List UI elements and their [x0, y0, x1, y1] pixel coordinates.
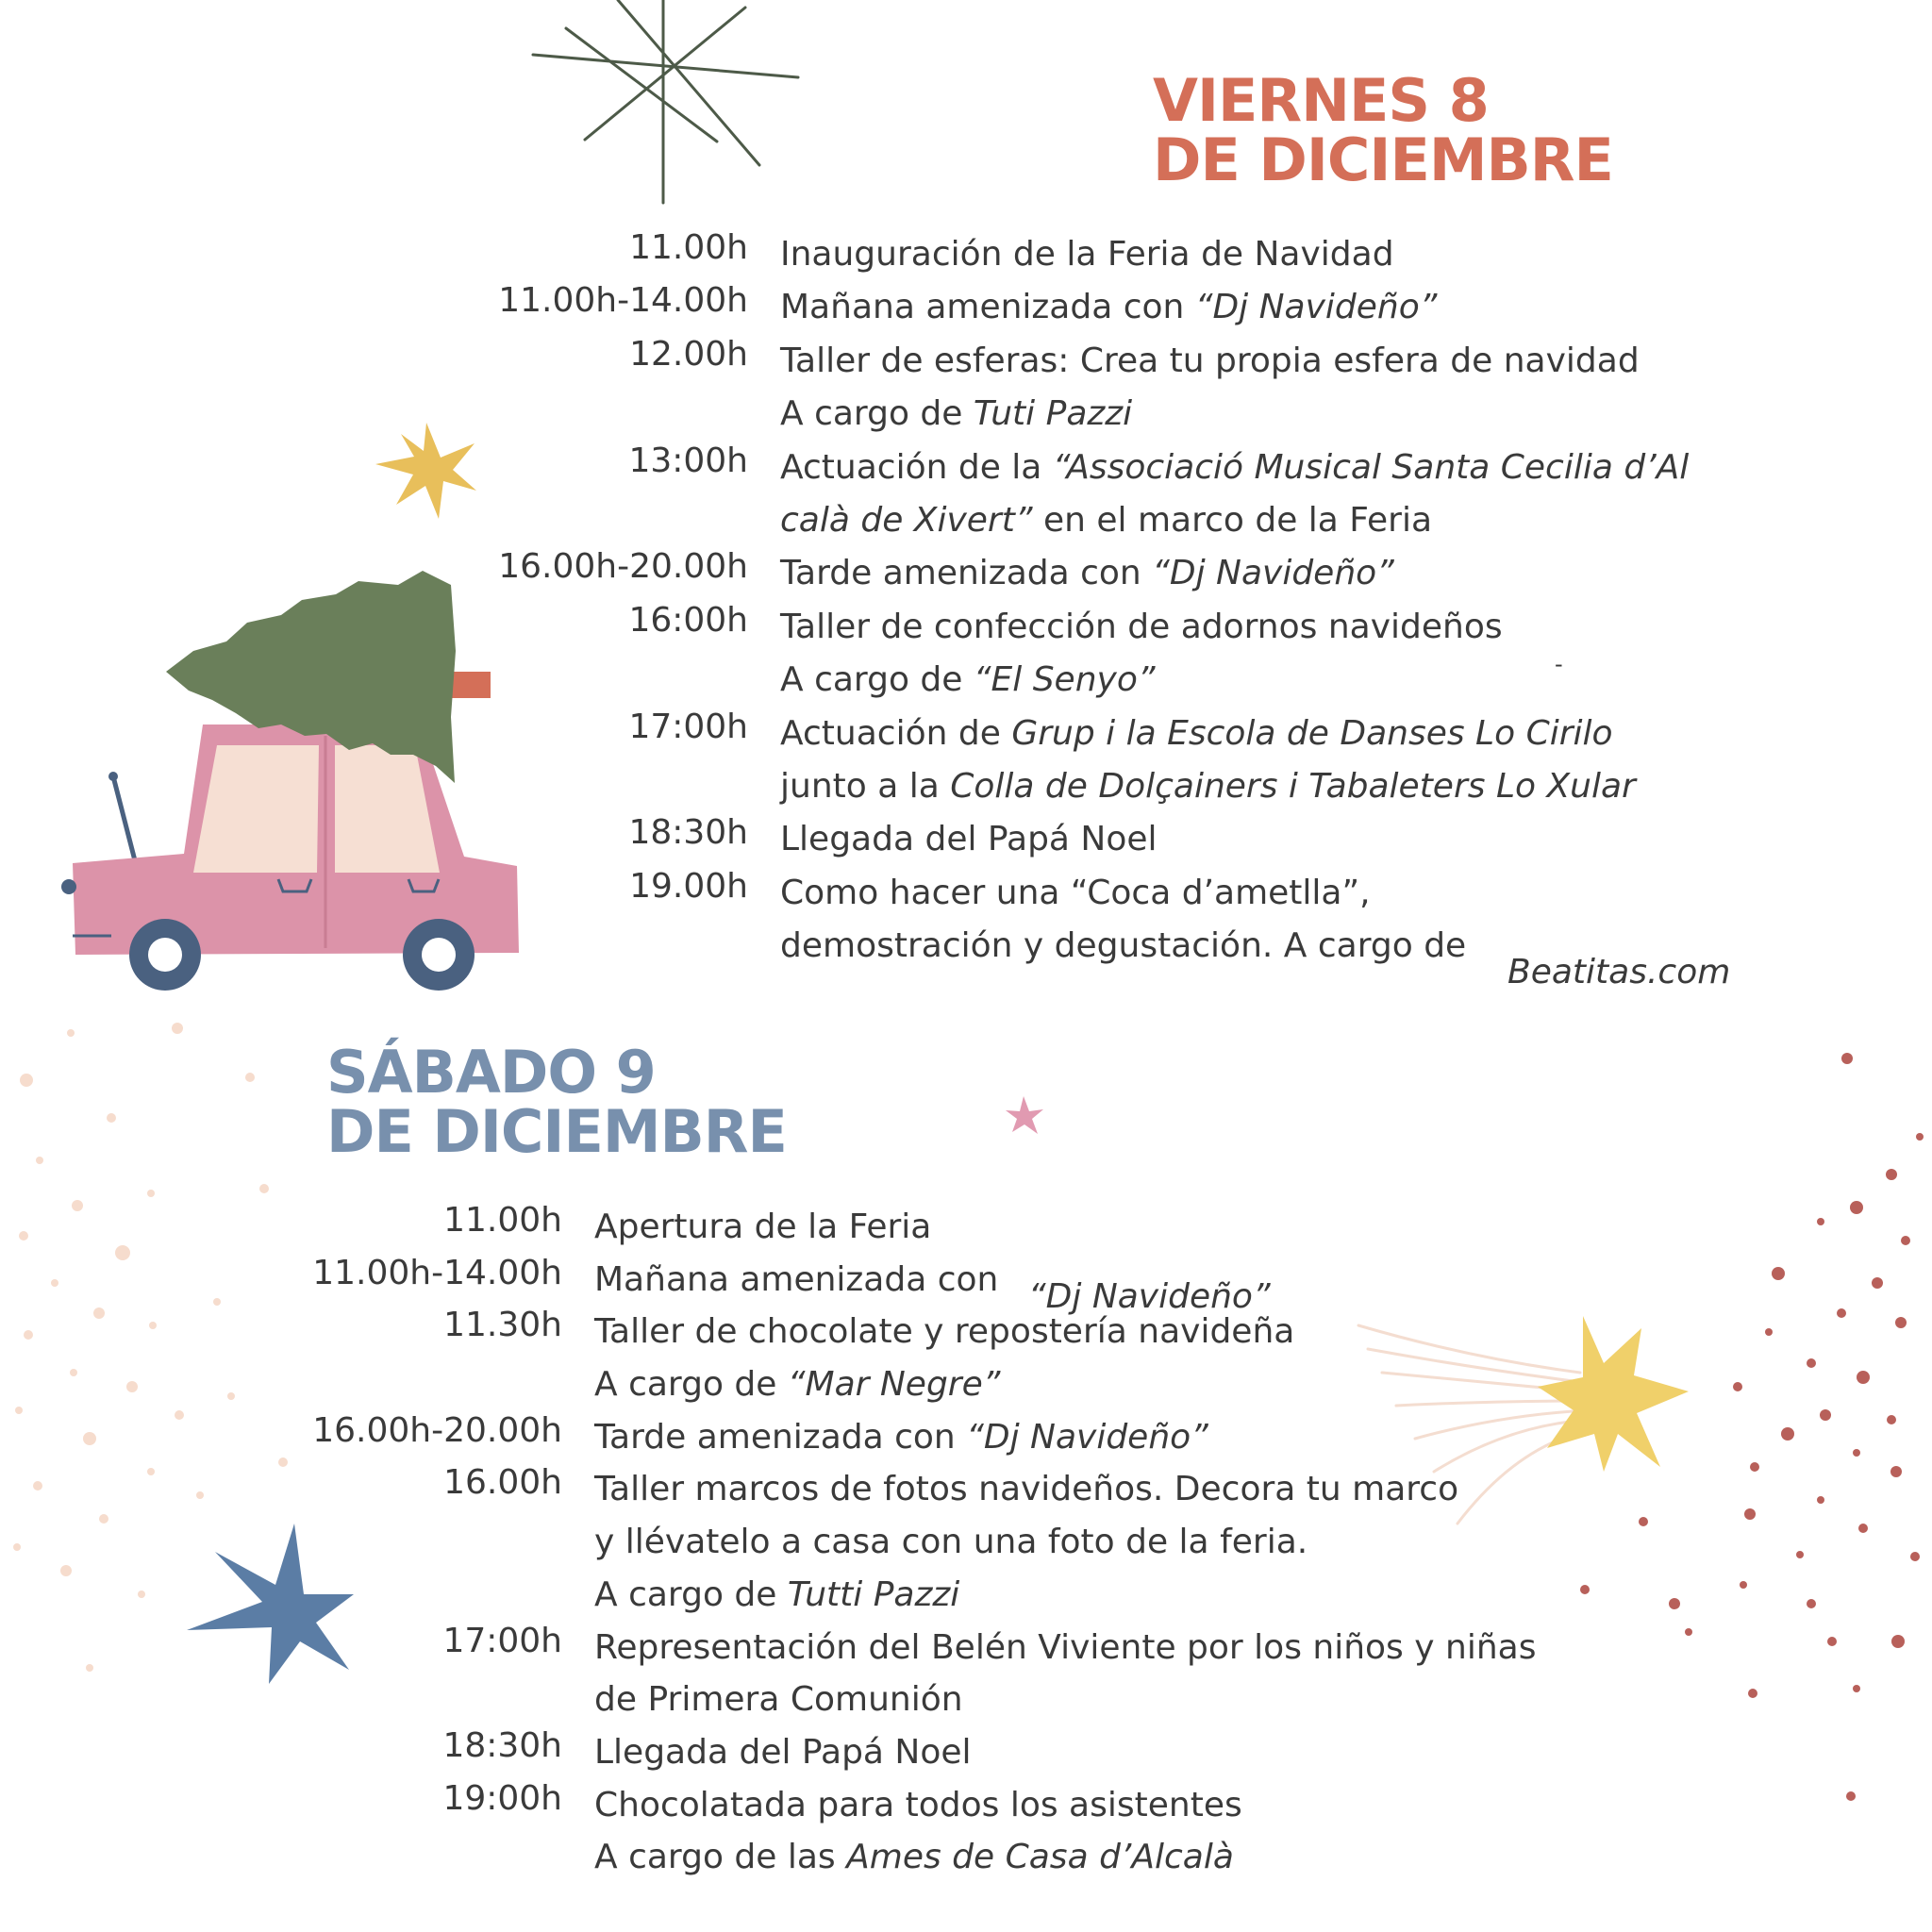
event-desc-italic: Colla de Dolçainers i Tabaleters Lo Xular — [950, 766, 1636, 806]
schedule-item — [443, 1201, 1536, 1254]
event-desc-text: Actuación de la — [780, 447, 1053, 487]
event-desc-italic: “Dj Navideño” — [966, 1417, 1208, 1457]
event-desc-cont: demostración y degustación. A cargo de — [780, 926, 1467, 966]
event-desc-italic: calà de Xivert” — [780, 500, 1033, 540]
event-desc: Taller de confección de adornos navideños — [780, 607, 1503, 646]
schedule-item — [312, 1410, 1536, 1464]
schedule-item — [628, 707, 1689, 814]
event-time: 16.00h-20.00h — [498, 547, 748, 587]
schedule-item — [629, 334, 1689, 441]
event-host — [594, 1569, 1536, 1622]
dj-label-floating: “Dj Navideño” — [1028, 1277, 1271, 1316]
saturday-heading — [326, 1038, 787, 1166]
website-label: Beatitas.com — [1507, 953, 1731, 991]
event-desc-italic: “Associació Musical Santa Cecilia d’Al — [1052, 447, 1690, 487]
event-time: 16:00h — [628, 600, 748, 640]
event-host-name: “Mar Negre” — [787, 1365, 1001, 1405]
event-desc-italic: “Dj Navideño” — [1194, 288, 1438, 327]
schedule-item — [628, 813, 1689, 866]
saturday-heading-line1: SÁBADO 9 — [326, 1038, 656, 1107]
event-desc: Inauguración de la Feria de Navidad — [780, 235, 1394, 274]
saturday-heading-line2: DE DICIEMBRE — [326, 1097, 787, 1166]
event-host-name: Ames de Casa d’Alcalà — [846, 1838, 1234, 1877]
event-desc: Representación del Belén Viviente por los niños y niñas — [594, 1627, 1537, 1667]
event-desc-cont — [780, 760, 1689, 813]
schedule-item — [498, 281, 1689, 334]
event-desc-text: Actuación de — [780, 713, 1012, 753]
event-desc-cont: y llévatelo a casa con una foto de la feria. — [594, 1523, 1308, 1562]
schedule-item — [442, 1621, 1537, 1726]
event-time: 11.00h — [629, 228, 748, 267]
event-time: 19.00h — [629, 866, 748, 906]
pink-star-icon — [1006, 1096, 1043, 1134]
event-desc — [780, 441, 1689, 494]
event-time: 11.00h — [443, 1201, 562, 1240]
event-desc-cont: de Primera Comunión — [594, 1680, 963, 1720]
event-time: 18:30h — [628, 813, 748, 853]
event-time: 12.00h — [629, 334, 748, 374]
sparkle-icon — [533, 0, 798, 203]
event-host — [594, 1358, 1536, 1411]
car-with-tree-icon — [61, 571, 519, 991]
event-time: 13:00h — [628, 441, 748, 480]
event-host-prefix: A cargo de — [780, 394, 974, 434]
event-host — [780, 388, 1689, 441]
friday-schedule — [498, 228, 1690, 973]
schedule-item — [629, 228, 1689, 281]
event-host-prefix: A cargo de las — [594, 1838, 847, 1877]
friday-heading-line2: DE DICIEMBRE — [1153, 125, 1613, 194]
event-time: 18:30h — [442, 1725, 562, 1765]
event-time: 17:00h — [442, 1621, 562, 1660]
event-desc-text: junto a la — [780, 766, 951, 806]
friday-heading-line1: VIERNES 8 — [1153, 66, 1489, 135]
event-desc: Chocolatada para todos los asistentes — [594, 1785, 1242, 1824]
event-desc: Apertura de la Feria — [594, 1208, 932, 1246]
event-desc-text: Mañana amenizada con — [780, 288, 1195, 327]
event-time: 17:00h — [628, 707, 748, 746]
event-desc: Llegada del Papá Noel — [594, 1732, 972, 1772]
event-desc: Llegada del Papá Noel — [780, 820, 1158, 859]
event-host — [594, 1831, 1536, 1884]
yellow-star-icon — [375, 423, 476, 519]
friday-heading — [1153, 66, 1613, 194]
event-host-prefix: A cargo de — [594, 1365, 788, 1405]
event-desc-text: en el marco de la Feria — [1032, 500, 1433, 540]
schedule-item — [443, 1463, 1536, 1621]
event-desc-cont — [780, 494, 1689, 547]
event-desc-text: Tarde amenizada con — [780, 554, 1153, 593]
event-host-name: Tuti Pazzi — [973, 394, 1133, 434]
event-time: 11.00h-14.00h — [312, 1253, 562, 1292]
event-desc: Taller de esferas: Crea tu propia esfera de navidad — [780, 341, 1640, 380]
event-time: 16.00h-20.00h — [312, 1410, 562, 1450]
schedule-item — [443, 1306, 1536, 1410]
event-desc: Como hacer una “Coca d’ametlla”, — [780, 873, 1371, 912]
event-time: 11.00h-14.00h — [498, 281, 748, 321]
event-time: 11.30h — [443, 1306, 562, 1345]
event-desc — [594, 1411, 1536, 1464]
event-host-prefix: A cargo de — [780, 660, 974, 700]
event-desc: Taller marcos de fotos navideños. Decora tu marco — [594, 1470, 1459, 1509]
event-desc-italic: “Dj Navideño” — [1152, 554, 1394, 593]
event-host-prefix: A cargo de — [594, 1574, 788, 1614]
event-desc — [780, 708, 1689, 760]
event-desc — [780, 281, 1689, 334]
schedule-item — [498, 547, 1689, 600]
event-desc — [780, 547, 1689, 600]
schedule-item — [628, 600, 1689, 708]
event-host-name: Tutti Pazzi — [787, 1574, 960, 1614]
schedule-item — [442, 1778, 1536, 1884]
event-desc: Mañana amenizada con — [594, 1259, 999, 1299]
schedule-item — [628, 441, 1690, 548]
blue-star-icon — [187, 1524, 354, 1684]
event-time: 16.00h — [443, 1463, 562, 1503]
event-host — [780, 654, 1689, 707]
schedule-item — [442, 1725, 1536, 1779]
event-desc: Taller de chocolate y repostería navideña — [594, 1312, 1295, 1352]
event-desc-italic: Grup i la Escola de Danses Lo Cirilo — [1011, 713, 1613, 753]
stray-dash: - — [1555, 651, 1563, 677]
event-time: 19:00h — [442, 1778, 562, 1818]
event-desc-text: Tarde amenizada con — [594, 1417, 967, 1457]
event-host-name: “El Senyo” — [973, 660, 1156, 700]
